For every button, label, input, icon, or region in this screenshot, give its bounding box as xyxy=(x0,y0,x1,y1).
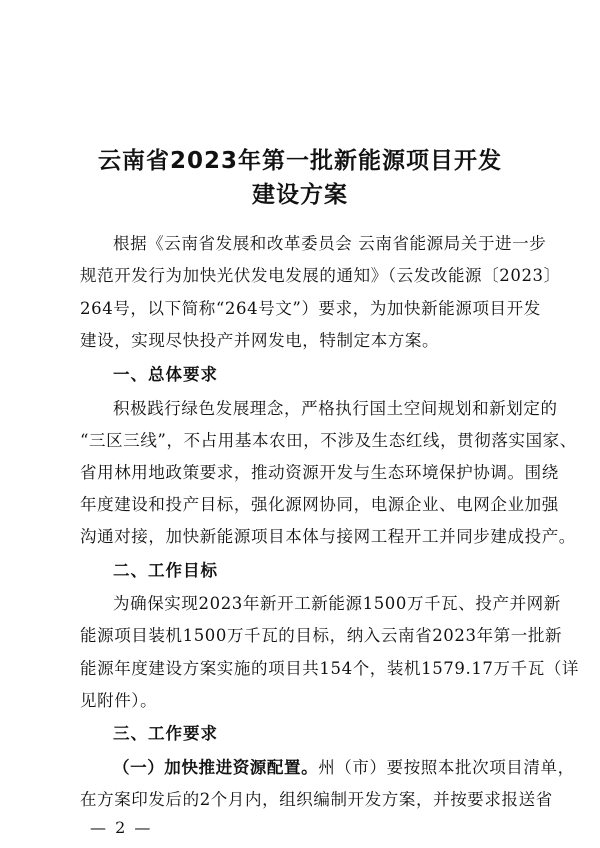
section2-line: 能源项目装机1500万千瓦的目标，纳入云南省2023年第一批新 xyxy=(80,626,563,645)
subsection-text: 州（市）要按照本批次项目清单， xyxy=(318,758,575,777)
subsection-label: （一）加快推进资源配置。 xyxy=(113,758,319,777)
document-title-line2: 建设方案 xyxy=(252,182,348,208)
section-heading-goals: 二、工作目标 xyxy=(113,561,218,580)
section-heading-requirements: 三、工作要求 xyxy=(113,724,218,743)
section3-line: 在方案印发后的2个月内，组织编制开发方案，并按要求报送省 xyxy=(80,790,553,809)
section2-line: 见附件）。 xyxy=(80,691,158,710)
section1-line: 沟通对接，加快新能源项目本体与接网工程开工并同步建成投产。 xyxy=(80,527,576,546)
section1-line: “三区三线”，不占用基本农田，不涉及生态红线，贯彻落实国家、 xyxy=(80,431,577,450)
document-title-line1: 云南省2023年第一批新能源项目开发 xyxy=(97,148,502,174)
intro-line: 建设，实现尽快投产并网发电，特制定本方案。 xyxy=(80,331,440,350)
section1-line: 积极践行绿色发展理念，严格执行国土空间规划和新划定的 xyxy=(113,399,558,418)
section3-line xyxy=(113,754,575,778)
intro-line: 根据《云南省发展和改革委员会 云南省能源局关于进一步 xyxy=(113,234,547,253)
section1-line: 省用林用地政策要求，推动资源开发与生态环境保护协调。围绕 xyxy=(80,463,559,482)
intro-line: 264号，以下简称“264号文”）要求，为加快新能源项目开发 xyxy=(80,299,541,318)
section-heading-general: 一、总体要求 xyxy=(113,365,218,384)
page-number: — 2 — xyxy=(90,818,153,837)
section1-line: 年度建设和投产目标，强化源网协同，电源企业、电网企业加强 xyxy=(80,495,559,514)
section2-line: 能源年度建设方案实施的项目共154个，装机1579.17万千瓦（详 xyxy=(80,659,580,678)
section2-line: 为确保实现2023年新开工新能源1500万千瓦、投产并网新 xyxy=(113,594,561,613)
intro-line: 规范开发行为加快光伏发电发展的通知》（云发改能源〔2023〕 xyxy=(80,266,561,285)
